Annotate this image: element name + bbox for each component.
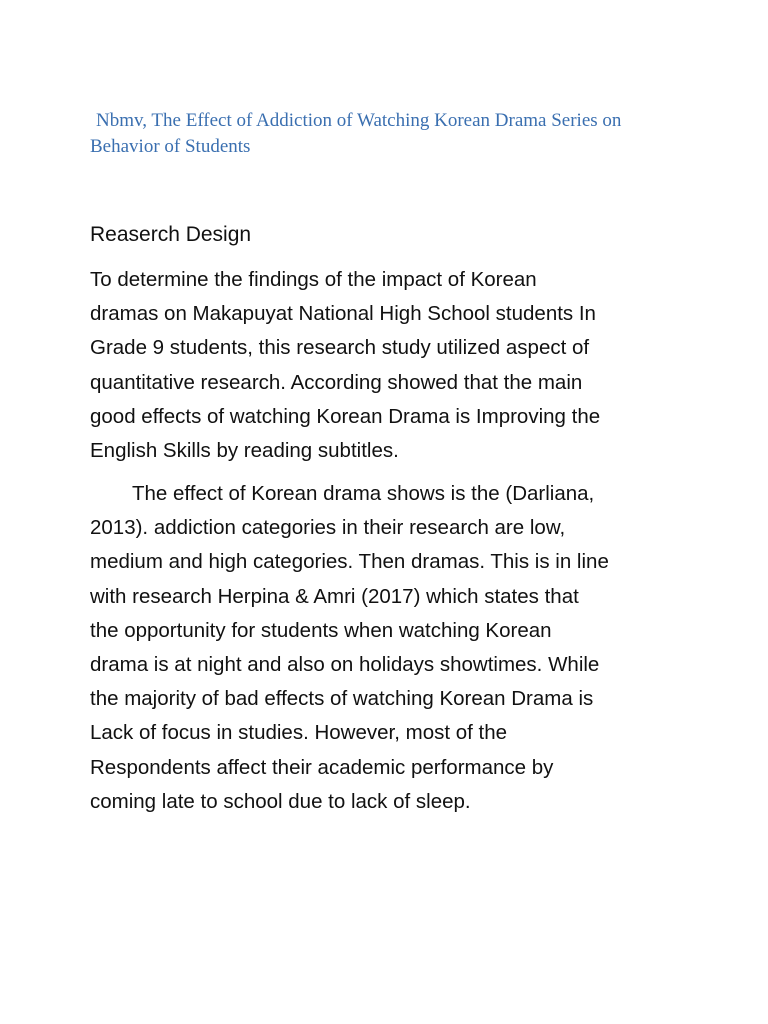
paragraph-line: with research Herpina & Amri (2017) which states that [90,584,579,608]
paragraph-line: English Skills by reading subtitles. [90,439,399,463]
paragraph-line: the opportunity for students when watching Korean [90,618,552,642]
paragraph-line: drama is at night and also on holidays showtimes. While [90,653,600,677]
title-line: Nbmv, The Effect of Addiction of Watching Korean Drama Series on [96,110,622,131]
paragraph-line: quantitative research. According showed that the main [90,370,583,394]
paragraph-line: 2013). addiction categories in their research are low, [90,516,566,540]
paragraph-line: good effects of watching Korean Drama is Improving the [90,404,601,428]
section-heading: Reaserch Design [90,223,252,246]
paragraph-line: the majority of bad effects of watching Korean Drama is [90,687,594,711]
paragraph-line: Lack of focus in studies. However, most of the [90,721,508,745]
paragraph-effects [90,477,690,819]
paragraph-research-design [90,263,690,468]
paragraph-line: dramas on Makapuyat National High School students In [90,302,596,326]
paragraph-line: coming late to school due to lack of sleep. [90,789,471,813]
paragraph-line: Grade 9 students, this research study utilized aspect of [90,336,590,360]
title-line: Behavior of Students [90,136,251,157]
document-title [90,108,690,160]
paragraph-line: medium and high categories. Then dramas. This is in line [90,550,609,574]
paragraph-line: To determine the findings of the impact of Korean [90,268,537,291]
paragraph-line: Respondents affect their academic performance by [90,755,554,779]
paragraph-line: The effect of Korean drama shows is the (Darliana, [132,482,595,505]
